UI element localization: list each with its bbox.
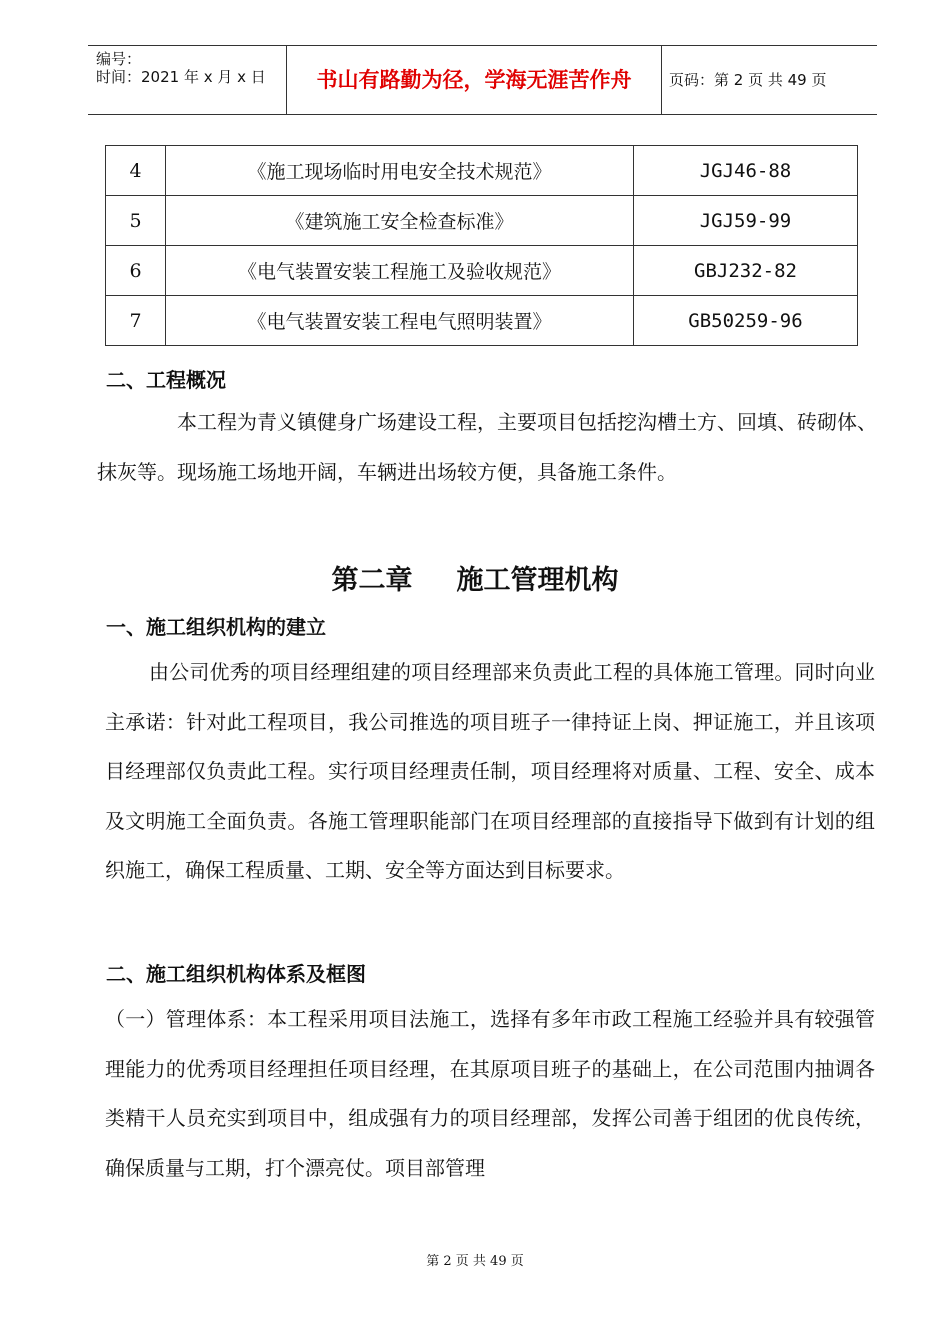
chapter-title	[0, 558, 950, 597]
standard-name: 《电气装置安装工程施工及验收规范》	[166, 246, 634, 296]
time-label: 时间：2021 年 x 月 x 日	[96, 68, 266, 86]
standard-name: 《电气装置安装工程电气照明装置》	[166, 296, 634, 346]
row-number: 6	[106, 246, 166, 296]
section-heading-overview: 二、工程概况	[106, 368, 226, 392]
page-header	[88, 45, 877, 115]
chapter-name: 施工管理机构	[456, 565, 619, 596]
table-row	[106, 196, 858, 246]
section-heading-org: 一、施工组织机构的建立	[106, 615, 326, 639]
system-paragraph: （一）管理体系：本工程采用项目法施工，选择有多年市政工程施工经验并具有较强管理能力的优秀项目经理担任项目经理，在其原项目班子的基础上，在公司范围内抽调各类精干人员充实到项目中，组成强有力的项目经理部，发挥公司善于组团的优良传统，确保质量与工期，打个漂亮仗。项目部管理	[105, 1007, 875, 1180]
header-page-info: 页码：第 2 页 共 49 页	[669, 71, 827, 89]
code-label: 编号：	[96, 50, 142, 68]
table-row	[106, 296, 858, 346]
standard-code: JGJ59-99	[634, 196, 858, 246]
row-number: 7	[106, 296, 166, 346]
header-meta	[88, 46, 286, 114]
standards-table	[105, 145, 858, 346]
standard-code: GBJ232-82	[634, 246, 858, 296]
table-row	[106, 246, 858, 296]
standard-code: GB50259-96	[634, 296, 858, 346]
standard-name: 《建筑施工安全检查标准》	[166, 196, 634, 246]
overview-paragraph: 本工程为青义镇健身广场建设工程，主要项目包括挖沟槽土方、回填、砖砌体、抹灰等。现场施工场地开阔，车辆进出场较方便，具备施工条件。	[97, 410, 877, 484]
chapter-number: 第二章	[331, 565, 413, 596]
row-number: 5	[106, 196, 166, 246]
org-paragraph: 由公司优秀的项目经理组建的项目经理部来负责此工程的具体施工管理。同时向业主承诺：针对此工程项目，我公司推选的项目班子一律持证上岗、押证施工，并且该项目经理部仅负责此工程。实行项目经理责任制，项目经理将对质量、工程、安全、成本及文明施工全面负责。各施工管理职能部门在项目经理部的直接指导下做到有计划的组织施工，确保工程质量、工期、安全等方面达到目标要求。	[105, 660, 875, 882]
header-motto: 书山有路勤为径，学海无涯苦作舟	[286, 46, 662, 114]
table-row	[106, 146, 858, 196]
section-heading-system: 二、施工组织机构体系及框图	[106, 962, 366, 986]
row-number: 4	[106, 146, 166, 196]
page-footer: 第 2 页 共 49 页	[426, 1254, 524, 1269]
standard-name: 《施工现场临时用电安全技术规范》	[166, 146, 634, 196]
standard-code: JGJ46-88	[634, 146, 858, 196]
